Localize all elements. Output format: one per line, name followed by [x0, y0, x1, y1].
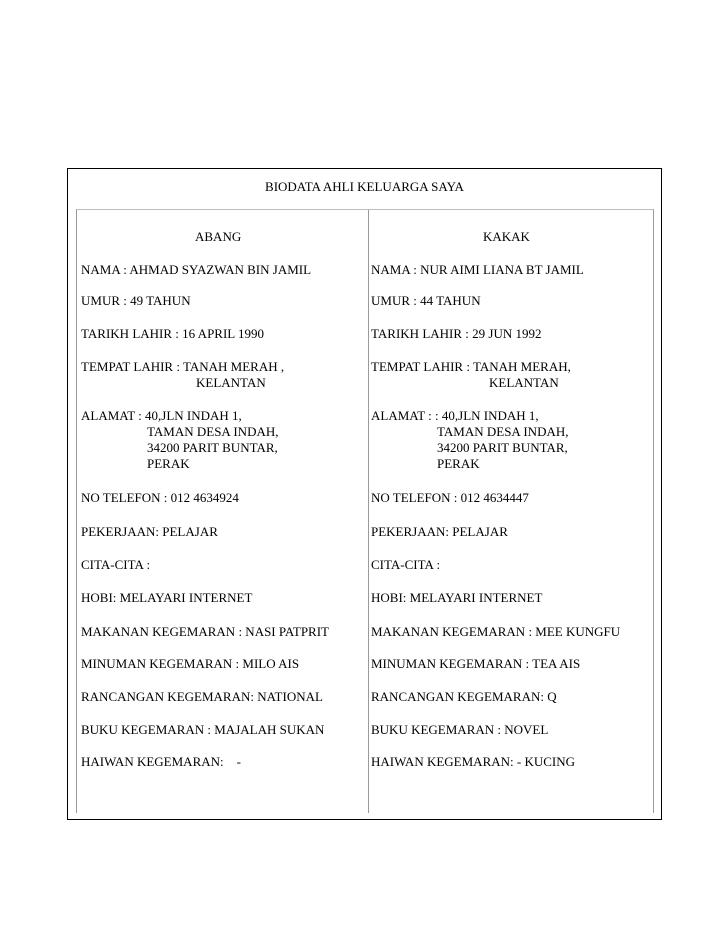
- abang-umur: UMUR : 49 TAHUN: [81, 293, 191, 308]
- kakak-cita-cita: CITA-CITA :: [371, 557, 441, 572]
- kakak-alamat: [371, 408, 569, 472]
- abang-tempat-lahir-line2: KELANTAN: [196, 375, 266, 390]
- kakak-makanan: MAKANAN KEGEMARAN : MEE KUNGFU: [371, 624, 621, 639]
- abang-haiwan: HAIWAN KEGEMARAN: -: [81, 754, 241, 769]
- kakak-alamat-line3: 34200 PARIT BUNTAR,: [437, 440, 568, 455]
- column-header-kakak: KAKAK: [483, 229, 530, 244]
- kakak-alamat-line2: TAMAN DESA INDAH,: [437, 424, 569, 439]
- abang-hobi: HOBI: MELAYARI INTERNET: [81, 590, 253, 605]
- abang-telefon: NO TELEFON : 012 4634924: [81, 490, 239, 505]
- kakak-pekerjaan: PEKERJAAN: PELAJAR: [371, 524, 508, 539]
- kakak-tempat-lahir: [371, 359, 571, 391]
- kakak-alamat-line4: PERAK: [437, 456, 480, 471]
- abang-cita-cita: CITA-CITA :: [81, 557, 151, 572]
- abang-tarikh-lahir: TARIKH LAHIR : 16 APRIL 1990: [81, 326, 265, 341]
- kakak-umur: UMUR : 44 TAHUN: [371, 293, 481, 308]
- column-header-abang: ABANG: [195, 229, 242, 244]
- abang-alamat: [81, 408, 279, 472]
- abang-minuman: MINUMAN KEGEMARAN : MILO AIS: [81, 656, 300, 671]
- abang-buku: BUKU KEGEMARAN : MAJALAH SUKAN: [81, 722, 325, 737]
- kakak-tarikh-lahir: TARIKH LAHIR : 29 JUN 1992: [371, 326, 542, 341]
- abang-alamat-line1: ALAMAT : 40,JLN INDAH 1,: [81, 408, 242, 423]
- kakak-minuman: MINUMAN KEGEMARAN : TEA AIS: [371, 656, 581, 671]
- kakak-hobi: HOBI: MELAYARI INTERNET: [371, 590, 543, 605]
- abang-makanan: MAKANAN KEGEMARAN : NASI PATPRIT: [81, 624, 329, 639]
- kakak-telefon: NO TELEFON : 012 4634447: [371, 490, 529, 505]
- document-title: BIODATA AHLI KELUARGA SAYA: [265, 179, 464, 194]
- kakak-nama: NAMA : NUR AIMI LIANA BT JAMIL: [371, 262, 584, 277]
- kakak-haiwan: HAIWAN KEGEMARAN: - KUCING: [371, 754, 576, 769]
- table-content: [67, 168, 662, 820]
- abang-alamat-line3: 34200 PARIT BUNTAR,: [147, 440, 278, 455]
- kakak-rancangan: RANCANGAN KEGEMARAN: Q: [371, 689, 557, 704]
- abang-tempat-lahir: [81, 359, 284, 391]
- abang-alamat-line2: TAMAN DESA INDAH,: [147, 424, 279, 439]
- kakak-tempat-lahir-line2: KELANTAN: [489, 375, 559, 390]
- abang-nama: NAMA : AHMAD SYAZWAN BIN JAMIL: [81, 262, 312, 277]
- kakak-alamat-line1: ALAMAT : : 40,JLN INDAH 1,: [371, 408, 539, 423]
- abang-pekerjaan: PEKERJAAN: PELAJAR: [81, 524, 218, 539]
- kakak-buku: BUKU KEGEMARAN : NOVEL: [371, 722, 549, 737]
- kakak-tempat-lahir-line1: TEMPAT LAHIR : TANAH MERAH,: [371, 359, 571, 374]
- abang-rancangan: RANCANGAN KEGEMARAN: NATIONAL: [81, 689, 323, 704]
- abang-alamat-line4: PERAK: [147, 456, 190, 471]
- abang-tempat-lahir-line1: TEMPAT LAHIR : TANAH MERAH ,: [81, 359, 285, 374]
